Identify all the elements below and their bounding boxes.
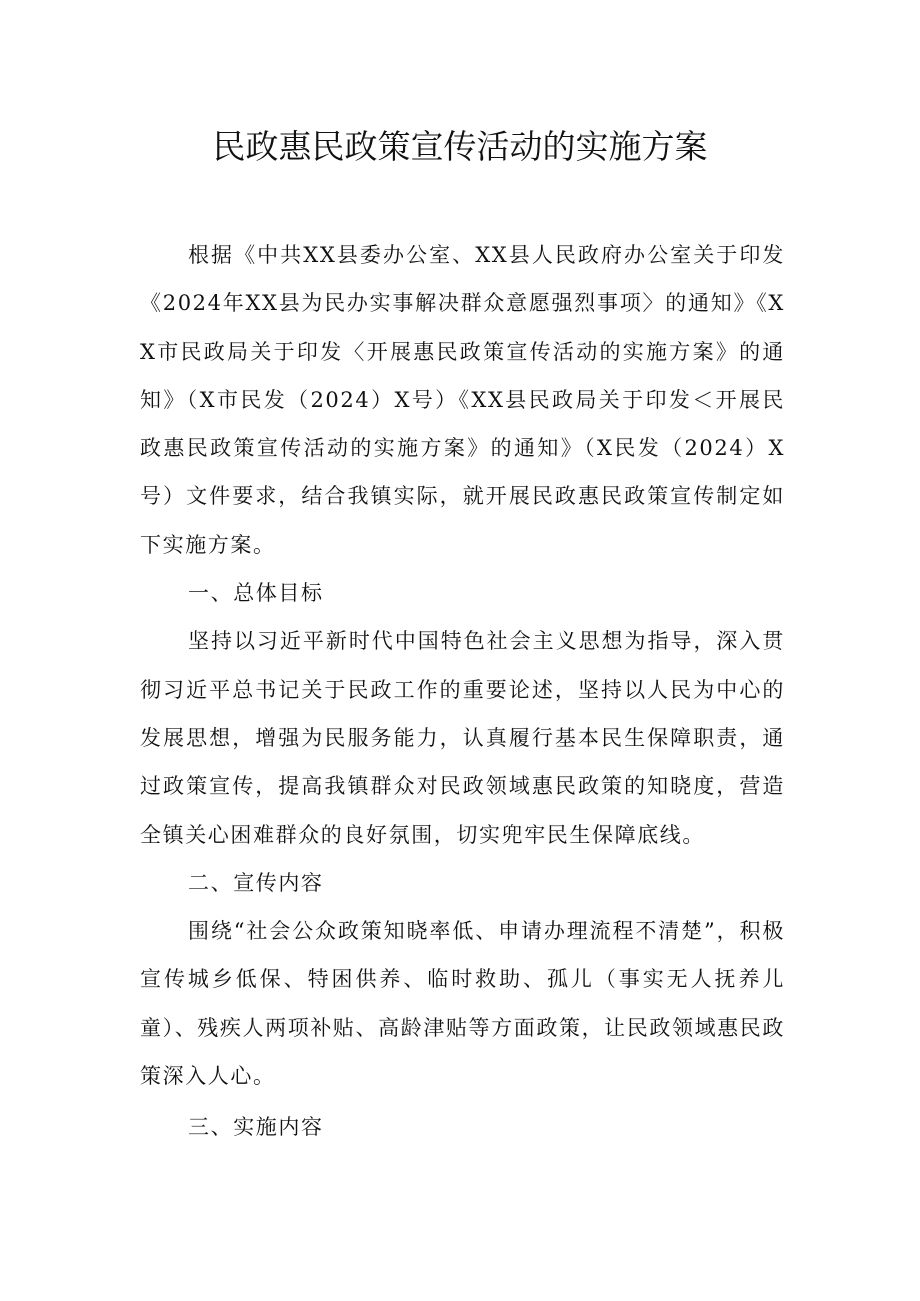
section-paragraph-overall-goal: 坚持以习近平新时代中国特色社会主义思想为指导，深入贯彻习近平总书记关于民政工作的重要论述，坚持以人民为中心的发展思想，增强为民服务能力，认真履行基本民生保障职责，通过政策宣传，提高我镇群众对民政领域惠民政策的知晓度，营造全镇关心困难群众的良好氛围，切实兜牢民生保障底线。 bbox=[140, 629, 785, 847]
section-heading-overall-goal: 一、总体目标 bbox=[188, 581, 324, 606]
document-title: 民政惠民政策宣传活动的实施方案 bbox=[212, 127, 708, 166]
intro-paragraph: 根据《中共XX县委办公室、XX县人民政府办公室关于印发《2024年XX县为民办实事解决群众意愿强烈事项〉的通知》《XX市民政局关于印发〈开展惠民政策宣传活动的实施方案》的通知》（X市民发（2024）X号）《XX县民政局关于印发＜开展民政惠民政策宣传活动的实施方案》的通知》（X民发（2024）X号）文件要求，结合我镇实际，就开展民政惠民政策宣传制定如下实施方案。 bbox=[140, 243, 785, 557]
section-paragraph-publicity-content: 围绕“社会公众政策知晓率低、申请办理流程不清楚”，积极宣传城乡低保、特困供养、临时救助、孤儿（事实无人抚养儿童）、残疾人两项补贴、高龄津贴等方面政策，让民政领域惠民政策深入人心。 bbox=[140, 919, 785, 1089]
section-heading-implementation: 三、实施内容 bbox=[188, 1115, 324, 1140]
document-body bbox=[140, 231, 785, 1152]
section-heading-publicity-content: 二、宣传内容 bbox=[188, 870, 324, 895]
